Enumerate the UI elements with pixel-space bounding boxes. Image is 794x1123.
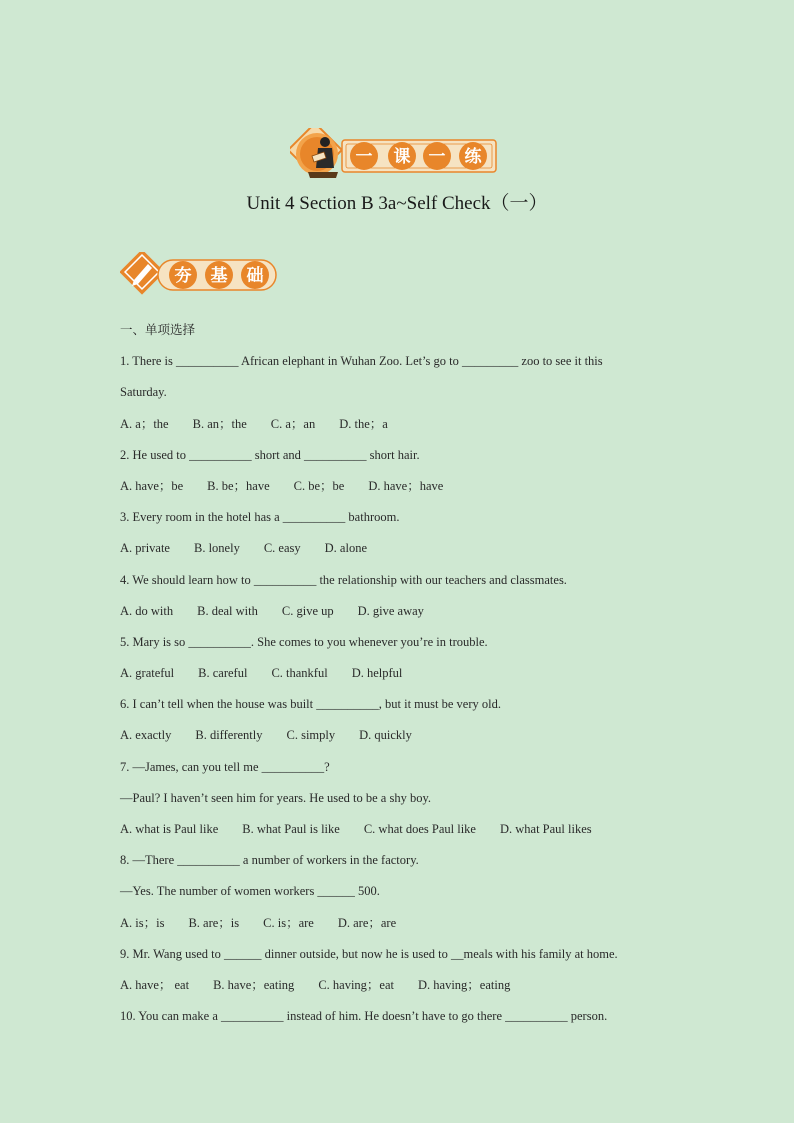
question-text: 5. Mary is so __________. She comes to you whenever you’re in trouble. (120, 634, 488, 649)
answer-options (120, 724, 680, 755)
answer-option: A. is；is (120, 915, 165, 930)
answer-option: B. lonely (193, 541, 240, 556)
answer-option: C. thankful (271, 666, 328, 681)
answer-options (120, 662, 680, 693)
exercise-content (120, 319, 680, 1036)
answer-option: A. a；the (120, 416, 169, 431)
answer-option: A. have；be (120, 478, 184, 493)
answer-option: C. be；be (293, 478, 345, 493)
answer-option: B. an；the (192, 416, 247, 431)
answer-option: A. what is Paul like (120, 822, 219, 836)
answer-option: C. easy (263, 541, 301, 556)
section-heading: 一、单项选择 (120, 322, 196, 337)
answer-option: D. what Paul likes (499, 822, 592, 836)
answer-option: B. differently (195, 728, 263, 743)
question-text: 10. You can make a __________ instead of him. He doesn’t have to go there __________ person. (120, 1009, 608, 1024)
answer-option: D. alone (324, 541, 367, 556)
answer-option: C. is；are (263, 915, 314, 930)
answer-option: A. exactly (120, 728, 172, 743)
lesson-banner (290, 128, 500, 186)
section-char: 基 (210, 266, 228, 286)
answer-options (120, 818, 680, 849)
answer-option: A. have； eat (120, 977, 190, 992)
answer-options (120, 475, 680, 506)
banner-char: 一 (355, 147, 373, 167)
answer-option: A. private (120, 541, 170, 556)
answer-option: D. helpful (351, 666, 403, 681)
banner-char: 一 (428, 147, 446, 167)
answer-options (120, 537, 680, 568)
section-badge (120, 252, 280, 300)
answer-option: B. deal with (197, 603, 258, 618)
answer-option: D. the；a (339, 416, 388, 431)
question-list (120, 350, 680, 1036)
answer-options (120, 912, 680, 943)
question-text: 3. Every room in the hotel has a __________ bathroom. (120, 510, 400, 525)
question-text: 2. He used to __________ short and __________ short hair. (120, 447, 420, 462)
banner-char: 练 (464, 147, 482, 167)
answer-option: B. careful (198, 666, 248, 681)
answer-option: A. grateful (120, 666, 175, 681)
chef-figure-icon (290, 128, 342, 178)
answer-option: C. what does Paul like (363, 822, 476, 836)
answer-option: D. quickly (359, 728, 412, 743)
answer-option: B. be；have (207, 478, 270, 493)
answer-option: D. have；have (368, 478, 444, 493)
question-text: 6. I can’t tell when the house was built __________, but it must be very old. (120, 697, 501, 712)
answer-option: C. simply (286, 728, 336, 743)
answer-option: B. have；eating (213, 977, 295, 992)
question-text: —Paul? I haven’t seen him for years. He used to be a shy boy. (120, 790, 432, 805)
answer-option: C. having；eat (318, 977, 394, 992)
answer-option: C. give up (281, 603, 334, 618)
banner-char: 课 (393, 147, 411, 167)
answer-option: B. are；is (188, 915, 240, 930)
section-char: 夯 (174, 266, 192, 286)
answer-options (120, 413, 680, 444)
question-text: Saturday. (120, 385, 167, 400)
answer-option: D. give away (357, 603, 424, 618)
section-char: 础 (246, 266, 264, 286)
question-text: 7. —James, can you tell me __________? (120, 759, 330, 774)
answer-options (120, 600, 680, 631)
question-text: 8. —There __________ a number of workers in the factory. (120, 853, 419, 868)
page-title: Unit 4 Section B 3a~Self Check（一） (246, 193, 548, 214)
answer-option: B. what Paul is like (242, 822, 340, 836)
answer-option: C. a；an (270, 416, 316, 431)
answer-options (120, 974, 680, 1005)
question-text: 4. We should learn how to __________ the relationship with our teachers and classmates. (120, 572, 567, 587)
answer-option: D. are；are (337, 915, 397, 930)
question-text: 9. Mr. Wang used to ______ dinner outside, but now he is used to __meals with his family at home. (120, 946, 618, 961)
question-text: 1. There is __________ African elephant in Wuhan Zoo. Let’s go to _________ zoo to see it this (120, 354, 603, 369)
answer-option: D. having；eating (418, 977, 511, 992)
question-text: —Yes. The number of women workers ______ 500. (120, 884, 380, 899)
answer-option: A. do with (120, 603, 174, 618)
